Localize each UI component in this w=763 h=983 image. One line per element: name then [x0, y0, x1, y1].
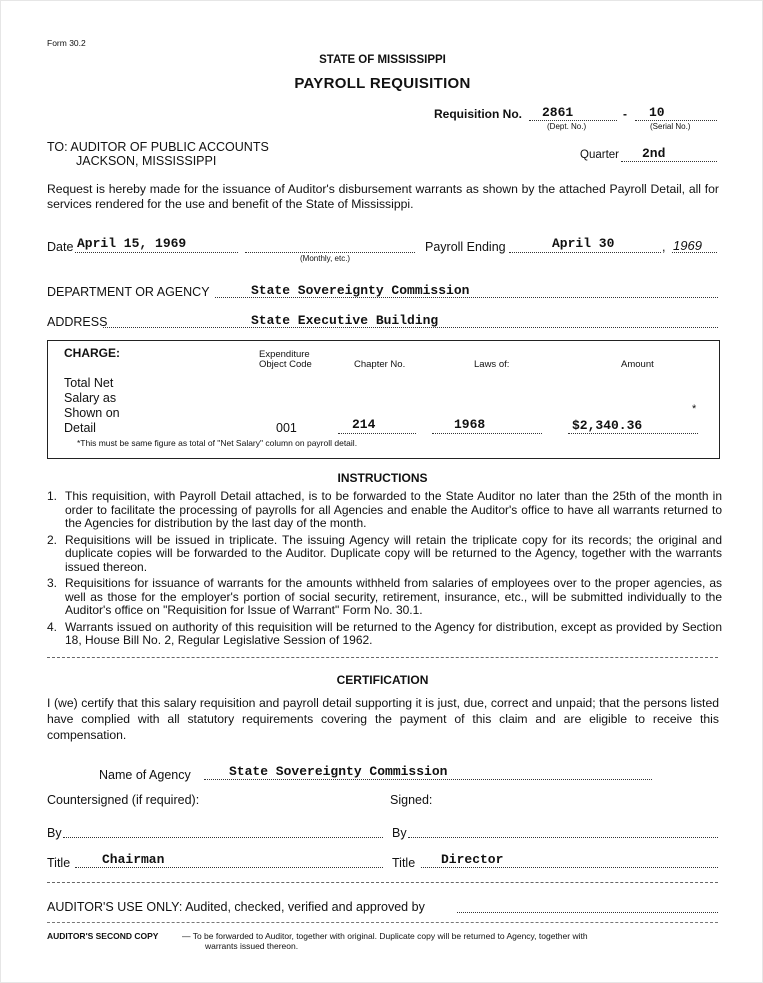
- row-label-3: Shown on: [64, 406, 120, 420]
- signed-label: Signed:: [390, 793, 433, 807]
- laws-value: 1968: [454, 417, 486, 432]
- chapter-line: [338, 433, 416, 434]
- department-label: DEPARTMENT OR AGENCY: [47, 285, 210, 299]
- instruction-item: [47, 490, 722, 531]
- date-line: [75, 252, 238, 253]
- title-line-left: [75, 867, 383, 868]
- instruction-number: 4.: [47, 619, 58, 634]
- by-line-right[interactable]: [408, 837, 718, 838]
- payroll-ending-value: April 30: [552, 236, 615, 251]
- year-line: [672, 252, 717, 253]
- countersigned-label: Countersigned (if required):: [47, 793, 200, 807]
- year-value: 1969: [673, 238, 702, 253]
- second-copy-text-1: — To be forwarded to Auditor, together with original. Duplicate copy will be returned to Agency, together with: [182, 931, 588, 941]
- dept-no-value: 2861: [542, 105, 574, 120]
- chapter-header: Chapter No.: [354, 359, 406, 370]
- instructions-list: [47, 490, 722, 651]
- instruction-item: [47, 577, 722, 618]
- payroll-ending-label: Payroll Ending: [425, 240, 506, 254]
- title-line-right: [421, 867, 718, 868]
- chapter-value: 214: [352, 417, 376, 432]
- by-label-right: By: [392, 826, 407, 840]
- laws-header: Laws of:: [474, 359, 510, 370]
- charge-label: CHARGE:: [64, 346, 120, 360]
- amount-value: $2,340.36: [572, 418, 643, 433]
- title-label-left: Title: [47, 856, 71, 870]
- row-label-2: Salary as: [64, 391, 117, 405]
- payroll-ending-line: [509, 252, 661, 253]
- to-line-2: JACKSON, MISSISSIPPI: [76, 154, 217, 168]
- serial-no-caption: (Serial No.): [650, 122, 691, 131]
- second-copy-text-2: warrants issued thereon.: [205, 941, 299, 951]
- laws-line: [432, 433, 542, 434]
- certification-paragraph: I (we) certify that this salary requisition and payroll detail supporting it is just, due, correct and unpaid; that the persons listed have complied with all statutory requirements covering the payment of this claim and are eligible to receive this compensation.: [47, 696, 719, 742]
- instruction-text: Warrants issued on authority of this requisition will be returned to the Agency for distribution, except as provided by Section 18, House Bill No. 2, Regular Legislative Session of 1962.: [65, 619, 722, 647]
- department-value: State Sovereignty Commission: [251, 283, 470, 298]
- certification-heading: CERTIFICATION: [336, 673, 429, 687]
- state-heading: STATE OF MISSISSIPPI: [319, 54, 446, 66]
- instruction-number: 2.: [47, 532, 58, 547]
- title-value-left: Chairman: [102, 852, 165, 867]
- expenditure-header-1: Expenditure: [259, 349, 310, 360]
- by-label-left: By: [47, 826, 62, 840]
- name-of-agency-label: Name of Agency: [99, 768, 191, 782]
- requisition-dash: -: [623, 107, 627, 121]
- amount-line: [568, 433, 698, 434]
- dept-no-caption: (Dept. No.): [547, 122, 587, 131]
- period-line: [245, 252, 415, 253]
- title-value-right: Director: [441, 852, 504, 867]
- serial-no-value: 10: [649, 105, 665, 120]
- instructions-heading: INSTRUCTIONS: [337, 471, 428, 485]
- instruction-text: This requisition, with Payroll Detail attached, is to be forwarded to the State Auditor no later than the 25th of the month in order to facilitate the processing of payrolls for all Agencies and enable the Auditor's office to have all warrants returned to the Agencies for distribution by the last day of the month.: [65, 489, 722, 530]
- instruction-number: 3.: [47, 576, 58, 590]
- expenditure-header-2: Object Code: [259, 359, 312, 370]
- auditor-approval-line[interactable]: [457, 912, 718, 913]
- instruction-item: [47, 621, 722, 648]
- row-label-4: Detail: [64, 421, 96, 435]
- auditors-use-only: AUDITOR'S USE ONLY: Audited, checked, verified and approved by: [47, 900, 425, 914]
- certification-divider: [47, 882, 718, 883]
- name-of-agency-value: State Sovereignty Commission: [229, 764, 448, 779]
- instruction-item: [47, 534, 722, 575]
- amount-header: Amount: [621, 359, 654, 370]
- address-value: State Executive Building: [251, 313, 439, 328]
- form-title: PAYROLL REQUISITION: [294, 75, 471, 92]
- title-label-right: Title: [392, 856, 416, 870]
- amount-asterisk: *: [692, 403, 697, 415]
- monthly-caption: (Monthly, etc.): [300, 254, 351, 263]
- instruction-number: 1.: [47, 489, 58, 503]
- date-value: April 15, 1969: [77, 236, 187, 251]
- serial-no-line: [635, 120, 717, 121]
- dept-no-line: [529, 120, 617, 121]
- auditor-divider: [47, 922, 718, 923]
- form-number: Form 30.2: [47, 38, 86, 48]
- by-line-left[interactable]: [63, 837, 383, 838]
- name-of-agency-line: [204, 779, 652, 780]
- date-label: Date: [47, 240, 74, 254]
- requisition-label: Requisition No.: [434, 107, 522, 121]
- quarter-line: [621, 161, 717, 162]
- year-comma: ,: [662, 240, 666, 254]
- charge-box: [47, 340, 720, 459]
- quarter-label: Quarter: [580, 149, 619, 161]
- instruction-text: Requisitions will be issued in triplicate. The issuing Agency will retain the triplicate copy for its records; the original and duplicate copies will be forwarded to the Auditor. Duplicate copy will be returned to the Agency, together with the warrants issued thereon.: [65, 532, 722, 574]
- row-label-1: Total Net: [64, 376, 114, 390]
- second-copy-label: AUDITOR'S SECOND COPY: [47, 931, 159, 941]
- request-paragraph: Request is hereby made for the issuance of Auditor's disbursement warrants as shown by the attached Payroll Detail, all for services rendered for the use and benefit of the State of Mississippi.: [47, 182, 719, 211]
- quarter-value: 2nd: [642, 146, 666, 161]
- to-line-1: TO: AUDITOR OF PUBLIC ACCOUNTS: [47, 140, 269, 154]
- instructions-divider: [47, 657, 718, 658]
- address-label: ADDRESS: [47, 315, 108, 329]
- instruction-text: Requisitions for issuance of warrants for the amounts withheld from salaries of employees over to the proper agencies, as well as those for the employer's portion of social security, retirement, insurance, etc., will be submitted individually to the Auditor's office on "Requisition for Issue of Warrant" Form No. 30.1.: [65, 576, 722, 617]
- charge-footnote: *This must be same figure as total of "Net Salary" column on payroll detail.: [77, 438, 358, 448]
- object-code-value: 001: [276, 421, 297, 435]
